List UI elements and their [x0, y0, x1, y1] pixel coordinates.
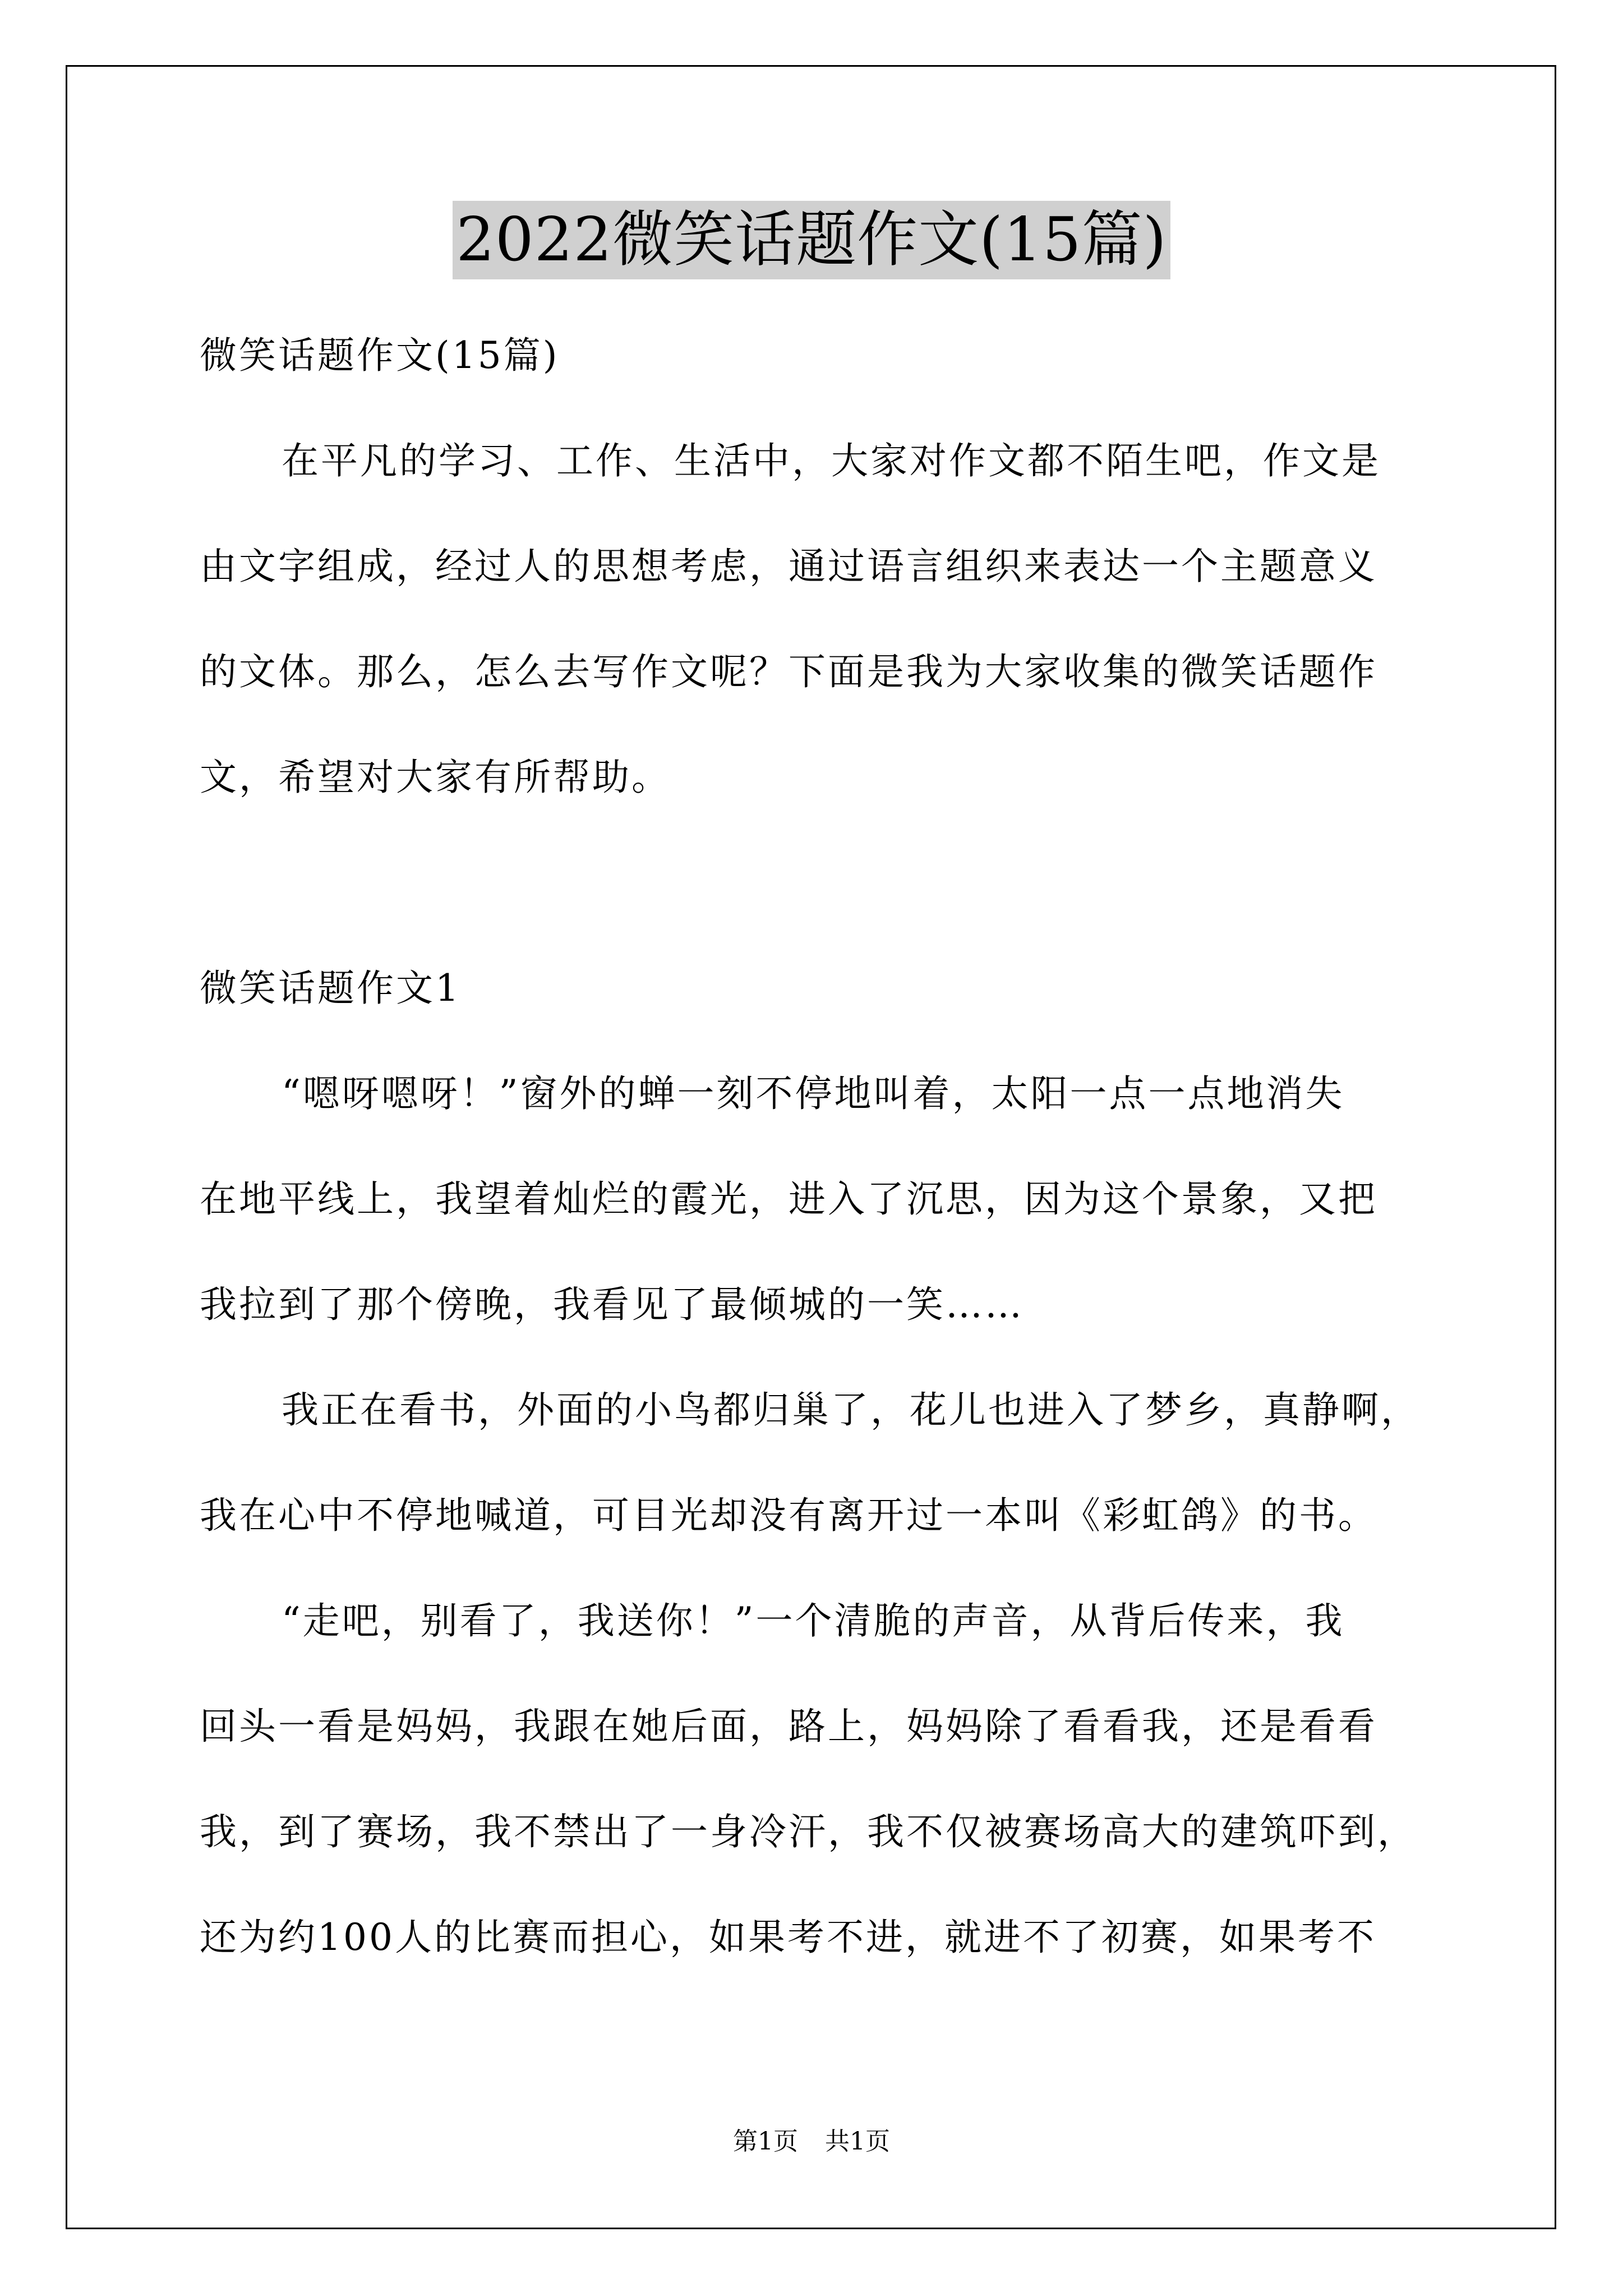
text-line: 在地平线上，我望着灿烂的霞光，进入了沉思，因为这个景象，又把	[200, 1177, 1377, 1221]
text-line: 我在心中不停地喊道，可目光却没有离开过一本叫《彩虹鸽》的书。	[200, 1494, 1377, 1537]
title-wrap	[0, 201, 1623, 279]
text-line: 文，希望对大家有所帮助。	[200, 756, 671, 799]
document-body	[200, 303, 1433, 1990]
text-line: 微笑话题作文1	[200, 967, 461, 1010]
page-number-current: 第1页	[733, 2127, 798, 2156]
text-line: 我，到了赛场，我不禁出了一身冷汗，我不仅被赛场高大的建筑吓到，	[200, 1810, 1417, 1853]
text-line: 我正在看书，外面的小鸟都归巢了，花儿也进入了梦乡，真静啊，	[282, 1388, 1420, 1432]
paragraph-gap	[200, 830, 1433, 936]
text-line: 还为约100人的比赛而担心，如果考不进，就进不了初赛，如果考不	[200, 1916, 1376, 1959]
text-line: “走吧，别看了，我送你！”一个清脆的声音，从背后传来，我	[282, 1599, 1345, 1642]
text-line: “嗯呀嗯呀！”窗外的蝉一刻不停地叫着，太阳一点一点地消失	[282, 1072, 1345, 1115]
text-line: 由文字组成，经过人的思想考虑，通过语言组织来表达一个主题意义	[200, 545, 1377, 588]
text-line: 微笑话题作文(15篇)	[200, 334, 560, 377]
text-line: 我拉到了那个傍晚，我看见了最倾城的一笑……	[200, 1283, 1024, 1326]
text-line: 回头一看是妈妈，我跟在她后面，路上，妈妈除了看看我，还是看看	[200, 1705, 1377, 1748]
text-line: 在平凡的学习、工作、生活中，大家对作文都不陌生吧，作文是	[282, 439, 1381, 482]
document-title: 2022微笑话题作文(15篇)	[453, 201, 1170, 279]
text-line: 的文体。那么，怎么去写作文呢？下面是我为大家收集的微笑话题作	[200, 650, 1377, 693]
page-footer	[0, 2125, 1623, 2159]
page-number-total: 共1页	[825, 2127, 890, 2156]
